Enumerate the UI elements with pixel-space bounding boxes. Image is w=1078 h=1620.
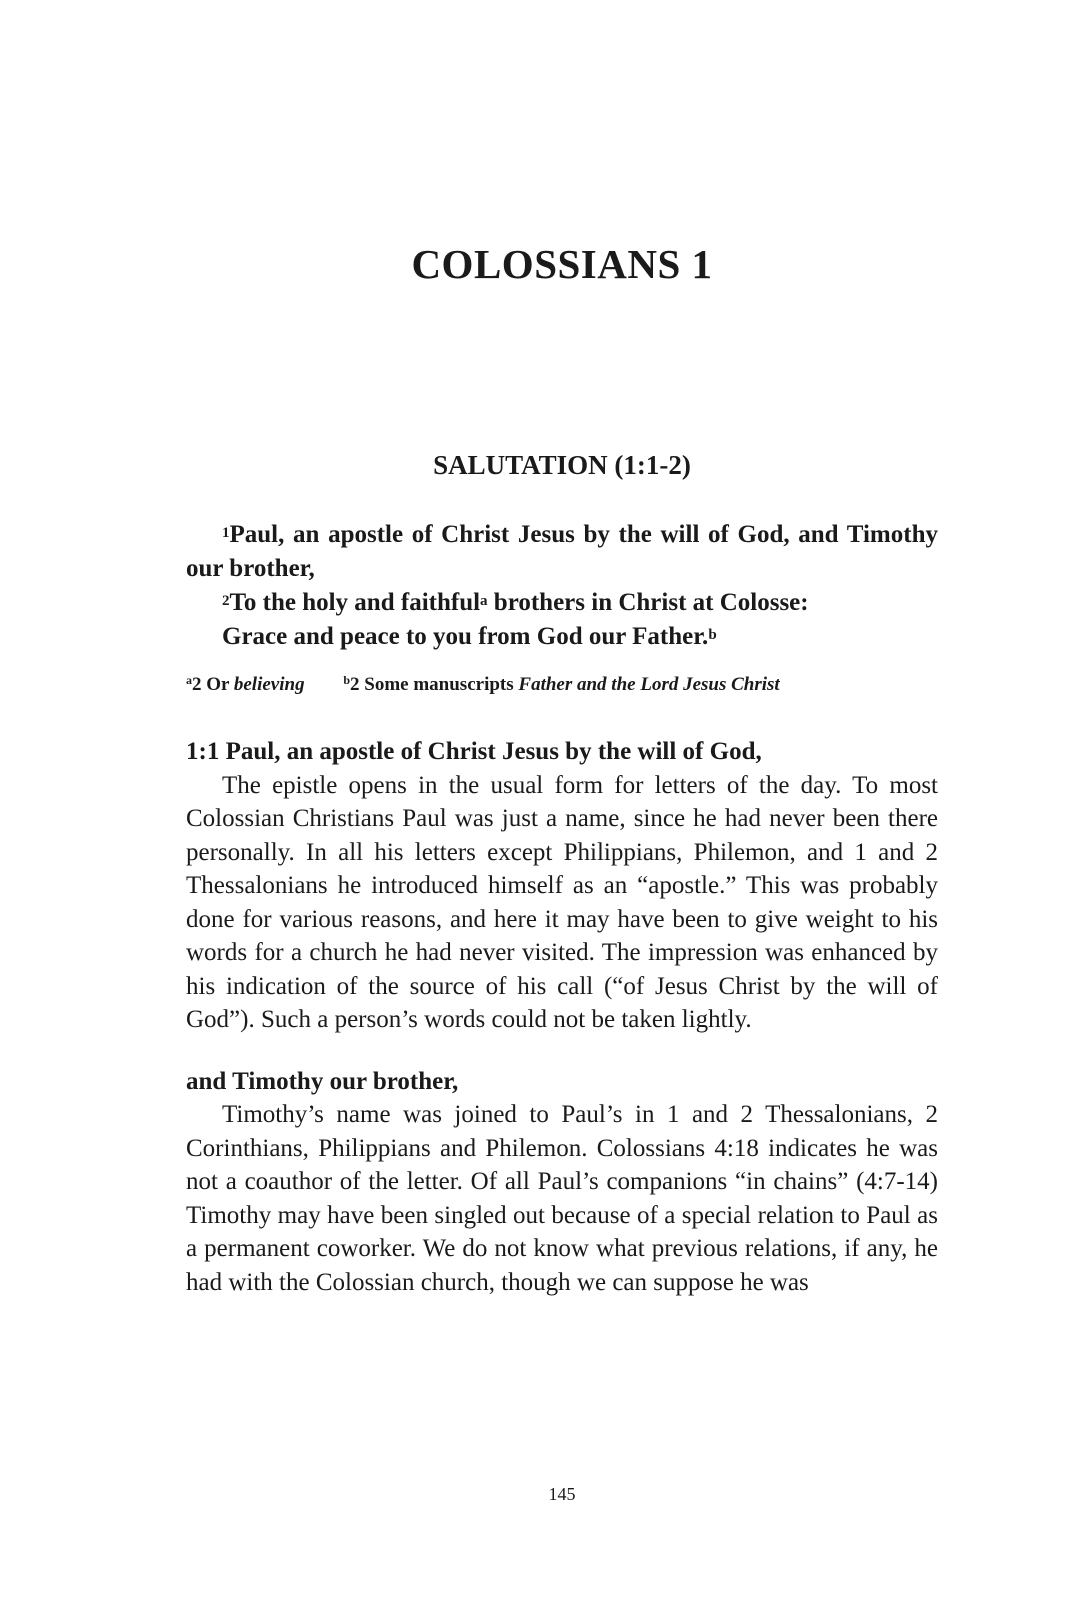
footnotes xyxy=(186,674,938,696)
footnote-marker: a xyxy=(480,593,488,609)
footnote-ref: 2 Or xyxy=(192,674,234,695)
footnote xyxy=(186,674,305,696)
verse-text: To the holy and faithful xyxy=(229,589,481,616)
page xyxy=(186,0,938,1620)
verse-text: Grace and peace to you from God our Father. xyxy=(222,623,709,650)
verse-2 xyxy=(186,586,938,620)
verse-text: Paul, an apostle of Christ Jesus by the will of God, and Timothy our brother, xyxy=(186,521,938,582)
commentary-paragraph: Timothy’s name was joined to Paul’s in 1 and 2 Thessalonians, 2 Corinthians, Philippians and Philemon. Colossians 4:18 indicates he was not a coauthor of the letter. Of all Paul’s companions “in chains” (4:7-14) Timothy may have been singled out because of a special relation to Paul as a permanent coworker. We do not know what previous relations, if any, he had with the Colossian church, though we can suppose he was xyxy=(186,1101,938,1296)
footnote-ref: 2 Some manuscripts xyxy=(350,674,519,695)
verse-1 xyxy=(186,518,938,586)
verse-number: 1 xyxy=(222,525,230,541)
footnote-marker: b xyxy=(708,627,717,643)
verse-text: brothers in Christ at Colosse: xyxy=(487,589,809,616)
footnote xyxy=(343,674,779,696)
scripture-passage xyxy=(186,518,938,654)
footnote-mark: a xyxy=(186,673,192,687)
page-number: 145 xyxy=(548,1484,576,1504)
commentary-paragraph: The epistle opens in the usual form for letters of the day. To most Colossian Christians Paul was just a name, since he had never been there personally. In all his letters except Philippians, Philemon, and 1 and 2 Thessalonians he introduced himself as an “apostle.” This was probably done for various reasons, and here it may have been to give weight to his words for a church he had never visited. The impression was enhanced by his indication of the source of his call (“of Jesus Christ by the will of God”). Such a person’s words could not be taken lightly. xyxy=(186,771,938,1033)
footnote-reading: Father and the Lord Jesus Christ xyxy=(518,674,780,695)
commentary-lemma: 1:1 Paul, an apostle of Christ Jesus by the will of God, xyxy=(186,738,762,765)
verse-2-line-2 xyxy=(186,620,938,654)
section-heading: SALUTATION (1:1-2) xyxy=(433,450,691,480)
footnote-reading: believing xyxy=(233,674,305,695)
chapter-title: COLOSSIANS 1 xyxy=(411,241,713,287)
footnote-mark: b xyxy=(343,673,351,687)
commentary-lemma: and Timothy our brother, xyxy=(186,1067,459,1095)
commentary xyxy=(186,735,938,1299)
verse-number: 2 xyxy=(222,593,230,609)
